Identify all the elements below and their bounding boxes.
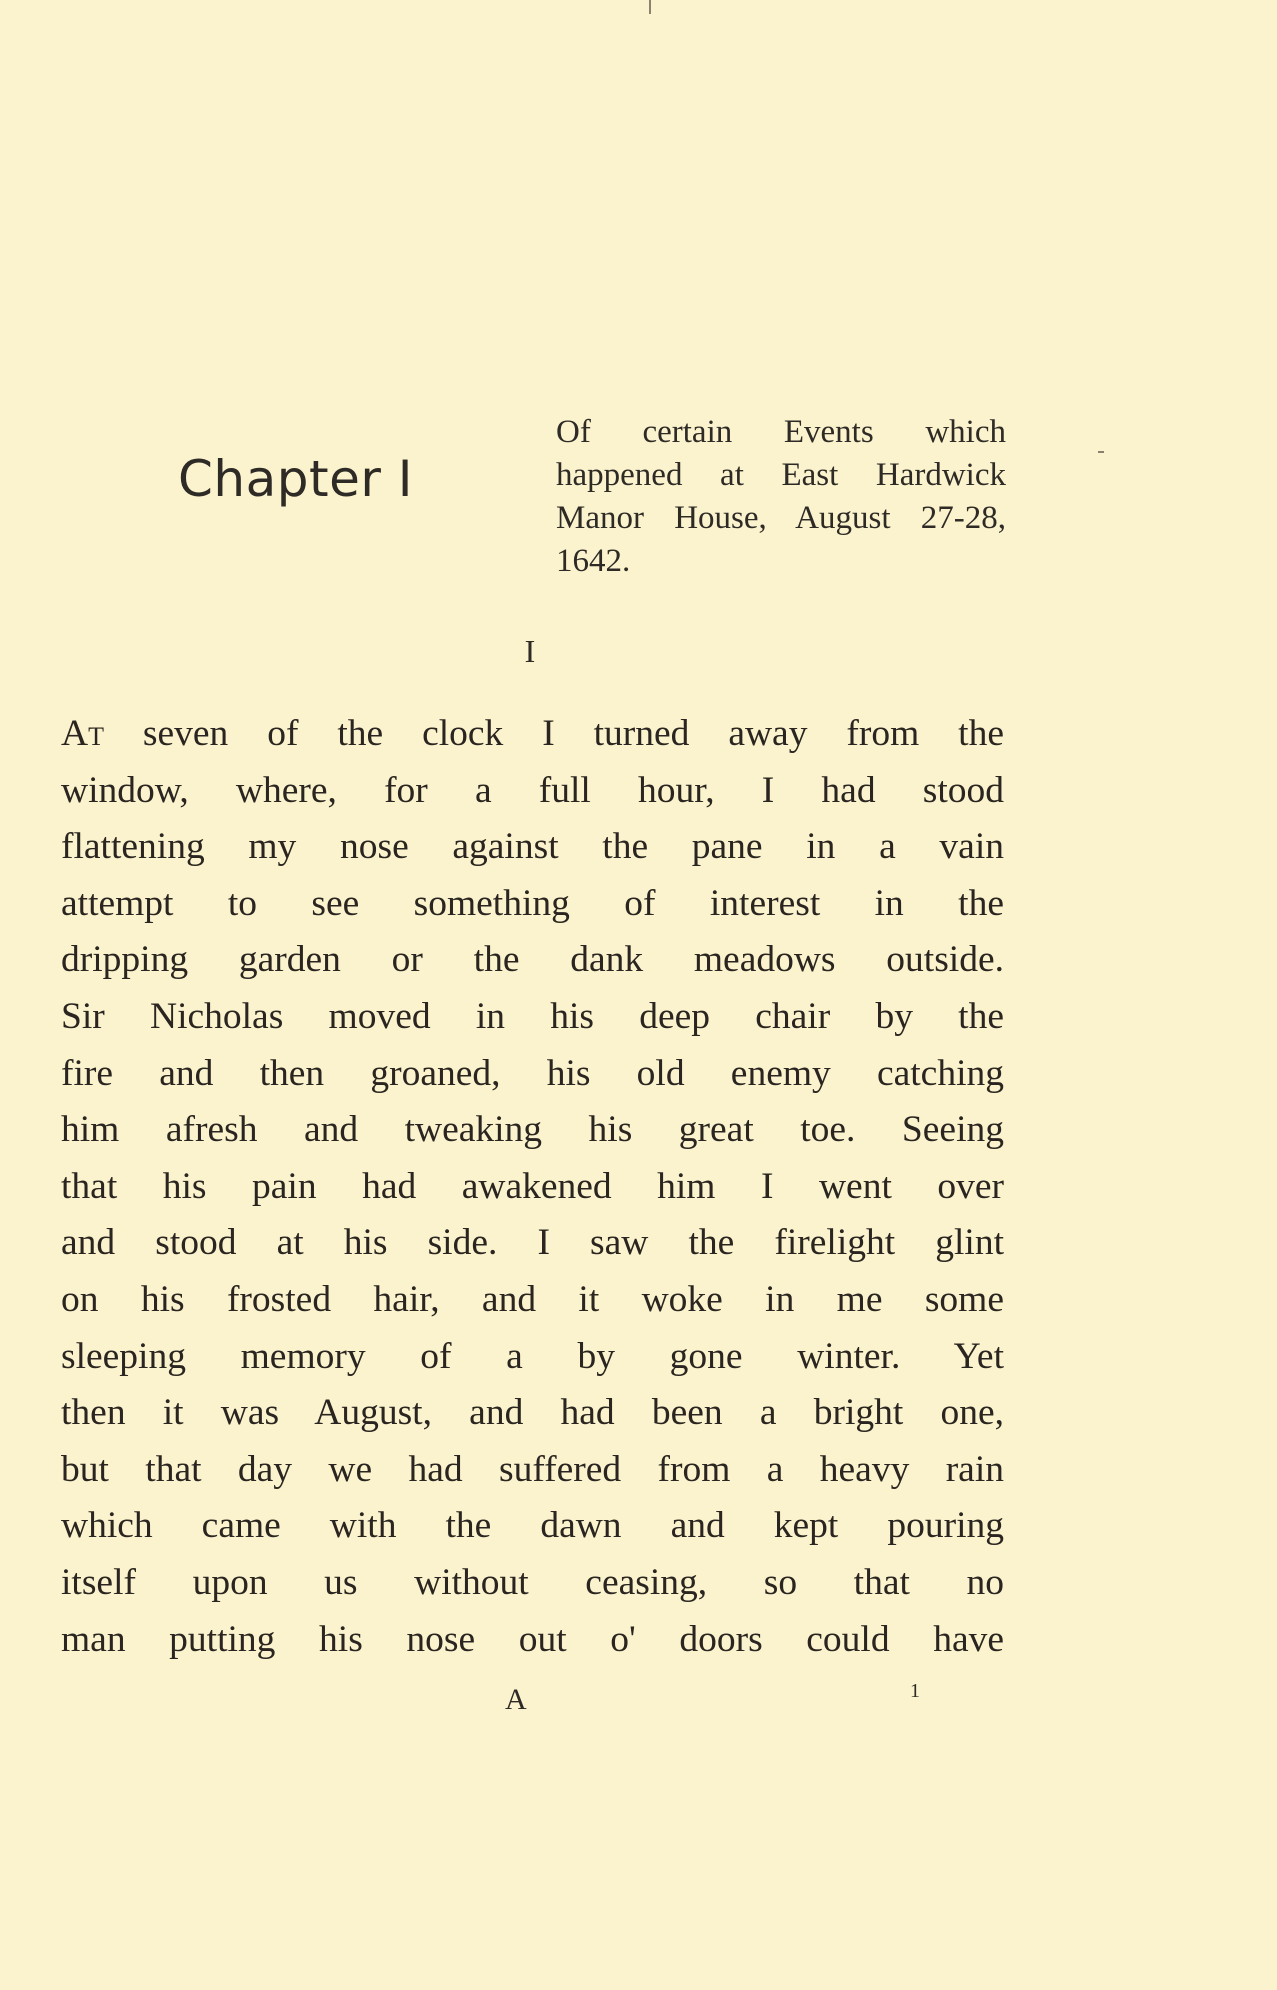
signature-mark: A	[505, 1683, 527, 1716]
chapter-subtitle-line: Of certain Events which	[556, 414, 1006, 450]
speck-right	[1098, 451, 1104, 453]
body-line: on his frosted hair, and it woke in me some	[61, 1278, 1004, 1320]
chapter-subtitle-line: Manor House, August 27-28,	[556, 500, 1006, 536]
speck-top	[649, 0, 651, 14]
body-line: which came with the dawn and kept pouring	[61, 1505, 1004, 1547]
chapter-subtitle-line: 1642.	[556, 543, 631, 579]
body-line: sleeping memory of a by gone winter. Yet	[61, 1335, 1004, 1377]
body-line: Sir Nicholas moved in his deep chair by the	[61, 995, 1004, 1037]
chapter-subtitle	[556, 411, 1006, 583]
body-line: then it was August, and had been a bright one,	[61, 1392, 1004, 1434]
body-line: window, where, for a full hour, I had stood	[61, 769, 1004, 811]
body-line: that his pain had awakened him I went over	[61, 1165, 1004, 1207]
body-line: and stood at his side. I saw the firelight glint	[61, 1222, 1004, 1264]
body-line-first	[61, 706, 1004, 763]
body-line: dripping garden or the dank meadows outside.	[61, 939, 1004, 981]
page-number: 1	[910, 1680, 920, 1702]
opening-word: At	[61, 713, 104, 754]
body-line: him afresh and tweaking his great toe. Seeing	[61, 1109, 1004, 1151]
body-text	[61, 706, 1004, 1668]
body-line: flattening my nose against the pane in a vain	[61, 826, 1004, 868]
chapter-title: Chapter I	[178, 450, 414, 508]
body-line: itself upon us without ceasing, so that no	[61, 1561, 1004, 1603]
body-line: attempt to see something of interest in the	[61, 882, 1004, 924]
section-number: I	[524, 633, 536, 669]
first-line-text: seven of the clock I turned away from the	[103, 713, 1004, 754]
body-line: but that day we had suffered from a heavy rain	[61, 1448, 1004, 1490]
body-line: man putting his nose out o' doors could have	[61, 1618, 1004, 1660]
body-line: fire and then groaned, his old enemy catching	[61, 1052, 1004, 1094]
chapter-subtitle-line: happened at East Hardwick	[556, 457, 1006, 493]
